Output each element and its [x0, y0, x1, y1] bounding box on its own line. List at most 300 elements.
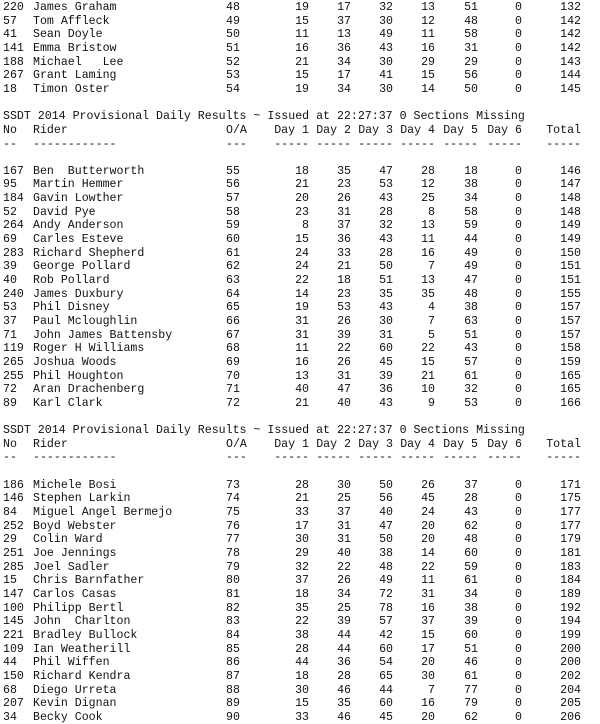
cell-d3: 30: [379, 314, 393, 328]
cell-oa: O/A: [226, 123, 247, 137]
cell-no: 39: [3, 260, 17, 274]
table-row: [0, 520, 600, 533]
cell-d6: -----: [487, 137, 522, 151]
cell-rider: Sean Doyle: [33, 28, 103, 42]
cell-d2: 31: [337, 519, 351, 533]
cell-total: 165: [560, 383, 581, 397]
header-rule: [0, 138, 600, 151]
cell-oa: 68: [226, 342, 240, 356]
cell-d2: 23: [337, 178, 351, 192]
cell-d4: 7: [428, 314, 435, 328]
cell-d2: 31: [337, 205, 351, 219]
cell-d6: 0: [515, 55, 522, 69]
cell-d2: 39: [337, 328, 351, 342]
cell-no: 34: [3, 710, 17, 724]
cell-d1: 18: [295, 164, 309, 178]
cell-no: 52: [3, 205, 17, 219]
table-row: [0, 643, 600, 656]
cell-rider: Gavin Lowther: [33, 192, 124, 206]
cell-d2: 34: [337, 55, 351, 69]
cell-d5: 49: [464, 260, 478, 274]
cell-d5: 49: [464, 246, 478, 260]
cell-rider: Rider: [33, 437, 68, 451]
cell-d1: 32: [295, 560, 309, 574]
cell-d4: 26: [421, 478, 435, 492]
cell-d4: 7: [428, 683, 435, 697]
cell-oa: 80: [226, 574, 240, 588]
cell-d5: 61: [464, 574, 478, 588]
cell-d1: -----: [274, 137, 309, 151]
cell-total: 199: [560, 628, 581, 642]
cell-d3: 43: [379, 301, 393, 315]
cell-d6: 0: [515, 533, 522, 547]
cell-no: 89: [3, 396, 17, 410]
cell-d4: 11: [421, 28, 435, 42]
cell-oa: 78: [226, 547, 240, 560]
cell-d5: 50: [464, 82, 478, 96]
cell-d6: 0: [515, 260, 522, 274]
cell-d1: 22: [295, 274, 309, 287]
cell-d3: 47: [379, 164, 393, 178]
table-row: [0, 165, 600, 178]
cell-d3: 43: [379, 396, 393, 410]
cell-d5: 47: [464, 274, 478, 287]
cell-rider: David Pye: [33, 205, 96, 219]
cell-total: 157: [560, 314, 581, 328]
cell-oa: 56: [226, 178, 240, 192]
cell-d4: 16: [421, 246, 435, 260]
cell-no: 184: [3, 192, 24, 206]
cell-d4: 10: [421, 383, 435, 397]
cell-oa: 50: [226, 28, 240, 42]
cell-no: 188: [3, 55, 24, 69]
cell-d6: 0: [515, 587, 522, 601]
cell-rider: Tom Affleck: [33, 14, 110, 28]
cell-d4: 8: [428, 205, 435, 219]
cell-d2: 44: [337, 642, 351, 656]
cell-d2: 46: [337, 710, 351, 724]
cell-d5: 43: [464, 342, 478, 356]
cell-d6: 0: [515, 383, 522, 397]
cell-total: 177: [560, 519, 581, 533]
cell-d6: 0: [515, 656, 522, 670]
cell-total: 184: [560, 574, 581, 588]
cell-rider: Emma Bristow: [33, 41, 117, 55]
cell-no: 186: [3, 478, 24, 492]
cell-d1: 20: [295, 192, 309, 206]
cell-rider: Michael Lee: [33, 55, 124, 69]
cell-oa: 48: [226, 1, 240, 14]
cell-d6: 0: [515, 547, 522, 560]
cell-d3: 45: [379, 355, 393, 369]
table-row: [0, 492, 600, 505]
cell-d3: 40: [379, 506, 393, 520]
cell-d1: 21: [295, 396, 309, 410]
cell-d4: 4: [428, 301, 435, 315]
cell-no: 265: [3, 355, 24, 369]
cell-rider: Richard Kendra: [33, 669, 131, 683]
cell-no: 283: [3, 246, 24, 260]
cell-d5: 51: [464, 642, 478, 656]
cell-d5: 56: [464, 69, 478, 83]
cell-rider: Timon Oster: [33, 82, 110, 96]
cell-d6: 0: [515, 697, 522, 711]
cell-oa: 53: [226, 69, 240, 83]
cell-oa: 51: [226, 41, 240, 55]
cell-d5: 77: [464, 683, 478, 697]
table-row: [0, 547, 600, 560]
cell-d6: 0: [515, 478, 522, 492]
cell-d4: 45: [421, 492, 435, 506]
cell-rider: Rob Pollard: [33, 274, 110, 287]
cell-d1: 31: [295, 314, 309, 328]
cell-d1: 16: [295, 41, 309, 55]
cell-rider: Chris Barnfather: [33, 574, 145, 588]
cell-d5: -----: [443, 451, 478, 465]
cell-oa: 89: [226, 697, 240, 711]
cell-total: Total: [546, 123, 581, 137]
cell-d3: 78: [379, 601, 393, 615]
cell-oa: ---: [226, 451, 247, 465]
cell-d4: 14: [421, 82, 435, 96]
cell-d2: 30: [337, 478, 351, 492]
cell-d2: 25: [337, 601, 351, 615]
cell-d3: 56: [379, 492, 393, 506]
cell-d3: 54: [379, 656, 393, 670]
cell-d1: 15: [295, 69, 309, 83]
cell-oa: O/A: [226, 437, 247, 451]
cell-oa: 85: [226, 642, 240, 656]
cell-total: 144: [560, 69, 581, 83]
cell-d6: 0: [515, 669, 522, 683]
column-headers: [0, 124, 600, 137]
cell-d6: 0: [515, 601, 522, 615]
cell-d5: 48: [464, 287, 478, 301]
cell-d3: 35: [379, 287, 393, 301]
cell-d6: 0: [515, 164, 522, 178]
cell-no: 40: [3, 274, 17, 287]
cell-rider: Colin Ward: [33, 533, 103, 547]
cell-d1: 11: [295, 342, 309, 356]
cell-d4: 13: [421, 1, 435, 14]
cell-rider: Michele Bosi: [33, 478, 117, 492]
cell-d5: 59: [464, 560, 478, 574]
cell-no: 37: [3, 314, 17, 328]
cell-total: 151: [560, 260, 581, 274]
cell-d5: Day 5: [443, 123, 478, 137]
cell-no: 44: [3, 656, 17, 670]
cell-d1: 21: [295, 178, 309, 192]
cell-d6: 0: [515, 642, 522, 656]
cell-d4: 24: [421, 506, 435, 520]
cell-d1: 28: [295, 642, 309, 656]
cell-no: --: [3, 451, 17, 465]
cell-total: 157: [560, 301, 581, 315]
cell-rider: John Charlton: [33, 615, 131, 629]
table-row: [0, 370, 600, 383]
cell-rider: Ian Weatherill: [33, 642, 131, 656]
cell-d3: 31: [379, 328, 393, 342]
cell-d3: 28: [379, 205, 393, 219]
cell-d3: Day 3: [358, 123, 393, 137]
table-row: [0, 506, 600, 519]
cell-total: 149: [560, 219, 581, 233]
cell-rider: John James Battensby: [33, 328, 173, 342]
table-row: [0, 684, 600, 697]
cell-d5: 53: [464, 396, 478, 410]
table-row: [0, 15, 600, 28]
cell-d5: Day 5: [443, 437, 478, 451]
cell-total: 189: [560, 587, 581, 601]
cell-d1: 29: [295, 547, 309, 560]
cell-d4: 15: [421, 628, 435, 642]
cell-d1: 24: [295, 260, 309, 274]
cell-d3: Day 3: [358, 437, 393, 451]
cell-d6: 0: [515, 192, 522, 206]
cell-oa: 59: [226, 219, 240, 233]
cell-d4: Day 4: [400, 437, 435, 451]
cell-no: 41: [3, 28, 17, 42]
cell-d3: 65: [379, 669, 393, 683]
cell-d3: 57: [379, 615, 393, 629]
cell-no: 15: [3, 574, 17, 588]
cell-d5: 29: [464, 55, 478, 69]
cell-d6: 0: [515, 28, 522, 42]
cell-d1: 17: [295, 519, 309, 533]
cell-d3: 43: [379, 41, 393, 55]
column-headers: [0, 438, 600, 451]
cell-total: 157: [560, 328, 581, 342]
cell-d4: 37: [421, 615, 435, 629]
table-row: [0, 192, 600, 205]
cell-d1: 35: [295, 601, 309, 615]
cell-oa: 86: [226, 656, 240, 670]
cell-rider: Phil Disney: [33, 301, 110, 315]
table-row: [0, 69, 600, 82]
table-row: [0, 83, 600, 96]
cell-d5: 32: [464, 383, 478, 397]
cell-no: 207: [3, 697, 24, 711]
cell-total: Total: [546, 437, 581, 451]
cell-d5: 28: [464, 492, 478, 506]
cell-d2: 23: [337, 287, 351, 301]
cell-d2: 53: [337, 301, 351, 315]
table-row: [0, 219, 600, 232]
cell-rider: Rider: [33, 123, 68, 137]
cell-d4: Day 4: [400, 123, 435, 137]
cell-d3: 53: [379, 178, 393, 192]
cell-d6: 0: [515, 246, 522, 260]
cell-d5: 60: [464, 547, 478, 560]
cell-d6: Day 6: [487, 437, 522, 451]
table-row: [0, 274, 600, 287]
cell-d2: 36: [337, 233, 351, 247]
cell-d6: 0: [515, 396, 522, 410]
table-row: [0, 574, 600, 587]
cell-d5: 31: [464, 41, 478, 55]
cell-total: 151: [560, 274, 581, 287]
cell-rider: Phil Wiffen: [33, 656, 110, 670]
cell-d1: 19: [295, 82, 309, 96]
cell-no: 255: [3, 369, 24, 383]
cell-oa: 70: [226, 369, 240, 383]
cell-total: 194: [560, 615, 581, 629]
cell-oa: 62: [226, 260, 240, 274]
cell-d4: 15: [421, 355, 435, 369]
cell-total: 179: [560, 533, 581, 547]
cell-rider: Joe Jennings: [33, 547, 117, 560]
cell-d4: -----: [400, 451, 435, 465]
cell-total: 146: [560, 164, 581, 178]
cell-rider: Miguel Angel Bermejo: [33, 506, 173, 520]
cell-total: 149: [560, 233, 581, 247]
cell-d4: 14: [421, 547, 435, 560]
cell-d6: 0: [515, 560, 522, 574]
cell-d2: 36: [337, 41, 351, 55]
cell-d6: 0: [515, 355, 522, 369]
cell-d5: 58: [464, 205, 478, 219]
cell-d3: 43: [379, 233, 393, 247]
cell-d5: 59: [464, 219, 478, 233]
cell-total: -----: [546, 137, 581, 151]
cell-total: 150: [560, 246, 581, 260]
cell-d6: 0: [515, 369, 522, 383]
cell-no: 100: [3, 601, 24, 615]
cell-d6: 0: [515, 233, 522, 247]
cell-d1: 33: [295, 710, 309, 724]
cell-no: 18: [3, 82, 17, 96]
cell-d4: 11: [421, 233, 435, 247]
table-row: [0, 697, 600, 710]
cell-rider: Bradley Bullock: [33, 628, 138, 642]
cell-d6: 0: [515, 219, 522, 233]
cell-total: 205: [560, 697, 581, 711]
cell-d2: 37: [337, 219, 351, 233]
cell-d4: 9: [428, 396, 435, 410]
table-row: [0, 561, 600, 574]
cell-d3: 38: [379, 547, 393, 560]
cell-d3: 45: [379, 710, 393, 724]
cell-d4: 15: [421, 69, 435, 83]
table-row: [0, 602, 600, 615]
cell-d4: 12: [421, 178, 435, 192]
cell-rider: Joshua Woods: [33, 355, 117, 369]
cell-oa: 79: [226, 560, 240, 574]
cell-oa: 65: [226, 301, 240, 315]
cell-total: 148: [560, 205, 581, 219]
cell-rider: ------------: [33, 137, 117, 151]
cell-d5: 46: [464, 656, 478, 670]
cell-d1: Day 1: [274, 437, 309, 451]
table-row: [0, 479, 600, 492]
cell-d4: 20: [421, 656, 435, 670]
cell-d2: 26: [337, 192, 351, 206]
cell-total: 200: [560, 642, 581, 656]
cell-d6: 0: [515, 519, 522, 533]
cell-d5: 38: [464, 601, 478, 615]
cell-d3: 30: [379, 82, 393, 96]
cell-no: --: [3, 137, 17, 151]
table-row: [0, 533, 600, 546]
cell-d6: 0: [515, 301, 522, 315]
cell-rider: Ben Butterworth: [33, 164, 145, 178]
cell-total: 165: [560, 369, 581, 383]
cell-d2: 47: [337, 383, 351, 397]
cell-d5: 37: [464, 478, 478, 492]
table-row: [0, 260, 600, 273]
cell-d4: 16: [421, 697, 435, 711]
cell-total: 181: [560, 547, 581, 560]
cell-d3: 43: [379, 192, 393, 206]
cell-no: No: [3, 123, 17, 137]
cell-d6: 0: [515, 492, 522, 506]
cell-no: 264: [3, 219, 24, 233]
cell-d3: 32: [379, 219, 393, 233]
cell-d3: 49: [379, 574, 393, 588]
cell-d6: 0: [515, 710, 522, 724]
cell-d3: 48: [379, 560, 393, 574]
cell-d6: 0: [515, 342, 522, 356]
cell-rider: Carles Esteve: [33, 233, 124, 247]
cell-d6: 0: [515, 69, 522, 83]
cell-oa: 64: [226, 287, 240, 301]
cell-d3: 30: [379, 14, 393, 28]
table-row: [0, 42, 600, 55]
cell-oa: 83: [226, 615, 240, 629]
cell-d1: 18: [295, 587, 309, 601]
cell-no: 285: [3, 560, 24, 574]
cell-total: 206: [560, 710, 581, 724]
cell-d1: 38: [295, 628, 309, 642]
cell-rider: Paul Mcloughlin: [33, 314, 138, 328]
cell-no: 119: [3, 342, 24, 356]
cell-d2: 17: [337, 1, 351, 14]
cell-d3: 41: [379, 69, 393, 83]
cell-d2: 35: [337, 164, 351, 178]
table-row: [0, 28, 600, 41]
cell-d2: 26: [337, 574, 351, 588]
cell-d1: 30: [295, 683, 309, 697]
cell-d3: -----: [358, 137, 393, 151]
cell-d5: 43: [464, 506, 478, 520]
cell-oa: 87: [226, 669, 240, 683]
cell-d5: 57: [464, 355, 478, 369]
cell-d2: 22: [337, 560, 351, 574]
cell-oa: 52: [226, 55, 240, 69]
cell-d3: 30: [379, 55, 393, 69]
cell-d5: 79: [464, 697, 478, 711]
cell-no: 109: [3, 642, 24, 656]
cell-d3: -----: [358, 451, 393, 465]
cell-d6: 0: [515, 574, 522, 588]
cell-d4: 11: [421, 574, 435, 588]
cell-d4: 5: [428, 328, 435, 342]
cell-no: 95: [3, 178, 17, 192]
cell-d6: 0: [515, 287, 522, 301]
cell-d2: 33: [337, 246, 351, 260]
cell-d2: -----: [316, 451, 351, 465]
cell-no: 150: [3, 669, 24, 683]
cell-rider: Becky Cook: [33, 710, 103, 724]
cell-d6: 0: [515, 1, 522, 14]
cell-d4: 16: [421, 601, 435, 615]
table-row: [0, 588, 600, 601]
cell-d6: -----: [487, 451, 522, 465]
table-row: [0, 356, 600, 369]
cell-d6: 0: [515, 683, 522, 697]
cell-d2: 37: [337, 506, 351, 520]
cell-oa: 74: [226, 492, 240, 506]
